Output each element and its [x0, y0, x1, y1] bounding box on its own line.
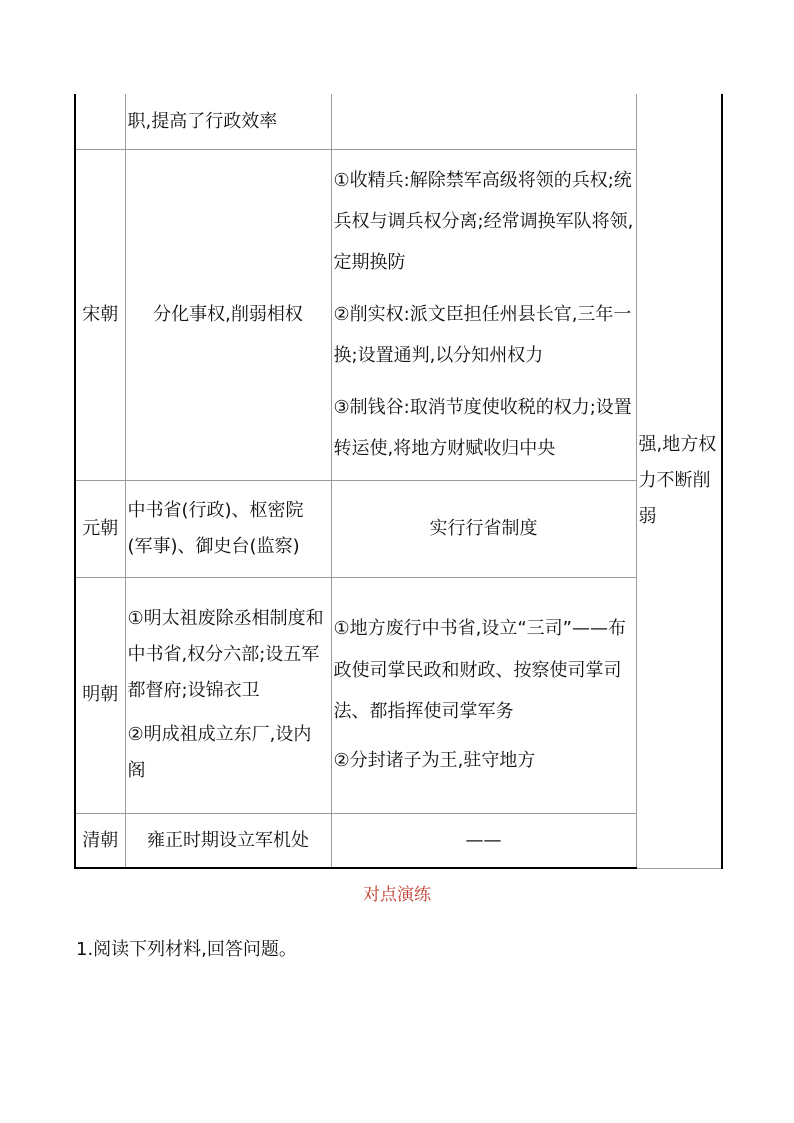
table-row-continuation — [75, 94, 722, 149]
central-cell-continuation: 职,提高了行政效率 — [125, 94, 331, 149]
table-row-qing — [75, 813, 722, 868]
dynasty-cell-empty — [75, 94, 125, 149]
local-cell-yuan: 实行行省制度 — [331, 480, 636, 577]
central-cell-song: 分化事权,削弱相权 — [125, 149, 331, 480]
table-row-ming — [75, 577, 722, 813]
question-text: 1.阅读下列材料,回答问题。 — [76, 939, 297, 960]
song-local-item-2: ②削实权:派文臣担任州县长官,三年一换;设置通判,以分知州权力 — [333, 303, 632, 367]
ming-local-item-2: ②分封诸子为王,驻守地方 — [333, 750, 536, 772]
central-cell-qing: 雍正时期设立军机处 — [125, 813, 331, 868]
song-local-item-1: ①收精兵:解除禁军高级将领的兵权;统兵权与调兵权分离;经常调换军队将领,定期换防 — [333, 169, 634, 274]
song-local-item-3: ③制钱谷:取消节度使收税的权力;设置转运使,将地方财赋收归中央 — [333, 396, 632, 459]
ming-local-item-1: ①地方废行中书省,设立“三司”——布政使司掌民政和财政、按察使司掌司法、都指挥使司掌军务 — [333, 618, 627, 722]
dynasty-policy-table — [74, 94, 723, 869]
local-cell-ming — [331, 577, 636, 813]
local-cell-continuation — [331, 94, 636, 149]
central-cell-yuan: 中书省(行政)、枢密院(军事)、御史台(监察) — [125, 480, 331, 577]
dynasty-cell-song: 宋朝 — [75, 149, 125, 480]
section-title: 对点演练 — [363, 885, 431, 905]
local-cell-song — [331, 149, 636, 480]
table-row-song — [75, 149, 722, 480]
local-cell-qing: —— — [331, 813, 636, 868]
dynasty-cell-yuan: 元朝 — [75, 480, 125, 577]
dynasty-cell-qing: 清朝 — [75, 813, 125, 868]
ming-central-item-2: ②明成祖成立东厂,设内阁 — [127, 724, 312, 781]
central-cell-ming — [125, 577, 331, 813]
table-row-yuan — [75, 480, 722, 577]
ming-central-item-1: ①明太祖废除丞相制度和中书省,权分六部;设五军都督府;设锦衣卫 — [127, 608, 324, 701]
result-cell: 强,地方权力不断削弱 — [636, 94, 722, 868]
dynasty-cell-ming: 明朝 — [75, 577, 125, 813]
